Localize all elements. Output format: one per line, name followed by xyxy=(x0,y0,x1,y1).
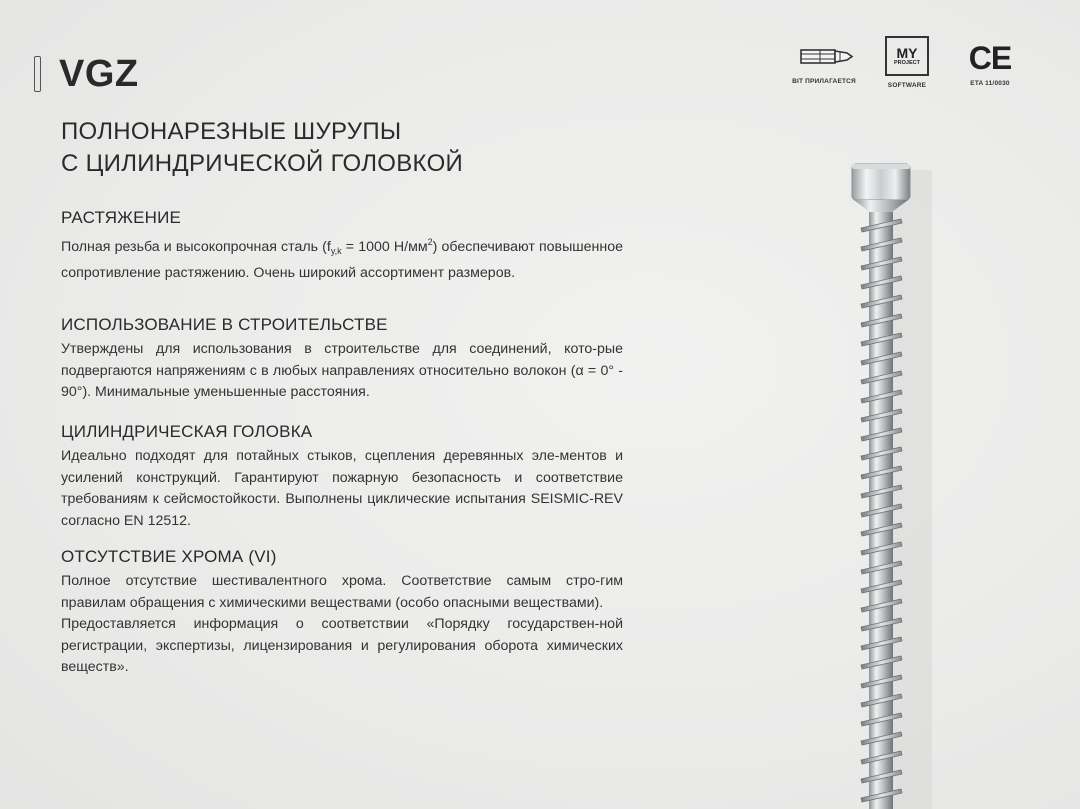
section-title: ЦИЛИНДРИЧЕСКАЯ ГОЛОВКА xyxy=(61,422,313,441)
myproject-logo-line1: MY xyxy=(896,44,918,61)
bit-included-caption: BIT ПРИЛАГАЕТСЯ xyxy=(792,78,856,85)
product-subtitle xyxy=(61,116,463,180)
subtitle-line-1: ПОЛНОНАРЕЗНЫЕ ШУРУПЫ xyxy=(61,118,402,145)
section-title: РАСТЯЖЕНИЕ xyxy=(61,208,182,227)
myproject-logo-line2: PROJECT xyxy=(894,59,920,66)
subtitle-line-2: С ЦИЛИНДРИЧЕСКОЙ ГОЛОВКОЙ xyxy=(61,150,464,177)
section-title: ОТСУТСТВИЕ ХРОМА (VI) xyxy=(61,547,277,566)
section-text xyxy=(61,232,623,284)
section-tension xyxy=(61,207,623,284)
product-code: VGZ xyxy=(59,52,139,95)
section-text-part: = 1000 Н/мм xyxy=(341,239,428,255)
section-title: ИСПОЛЬЗОВАНИЕ В СТРОИТЕЛЬСТВЕ xyxy=(61,315,388,334)
ce-eta-caption: ETA 11/0030 xyxy=(970,80,1010,87)
certification-badges xyxy=(784,40,1034,100)
bit-included-badge xyxy=(784,40,864,85)
section-text-part: Полная резьба и высокопрочная сталь (f xyxy=(61,239,331,255)
myproject-logo xyxy=(885,36,929,76)
unit-superscript: 2 xyxy=(427,237,433,247)
section-construction-use xyxy=(61,314,623,404)
screw-image xyxy=(820,150,960,809)
fyk-subscript: y,k xyxy=(330,246,342,256)
myproject-badge xyxy=(882,40,932,89)
ce-badge xyxy=(960,40,1020,87)
section-chromium-free xyxy=(61,546,623,679)
myproject-caption: SOFTWARE xyxy=(887,82,927,89)
section-cylindrical-head xyxy=(61,421,623,532)
section-text: Утверждены для использования в строительстве для соединений, кото-рые подвергаются напряжениям с в любых направлениях относительно волокон (α = 0° - 90°). Минимальные уменьшенные расстояния. xyxy=(61,341,623,400)
section-text: Идеально подходят для потайных стыков, сцепления деревянных эле-ментов и усилений конструкций. Гарантируют пожарную безопасность и соответствие требованиям к сейсмостойкости. Выполнены циклические испытания SEISMIC-REV согласно EN 12512. xyxy=(61,448,623,529)
section-text-part: ) обеспечивают повышенное сопротивление растяжению. Очень широкий ассортимент размеров. xyxy=(61,239,623,281)
product-header xyxy=(34,52,139,96)
section-paragraph: Полное отсутствие шестивалентного хрома. Соответствие самым стро-гим правилам обращения с химическими веществами (особо опасными веществами). xyxy=(61,573,623,611)
section-text xyxy=(61,571,623,679)
screwdriver-bit-icon xyxy=(792,40,856,72)
section-paragraph: Предоставляется информация о соответствии «Порядку государствен-ной регистрации, экспертизы, лицензирования и регулирования оборота химических веществ». xyxy=(61,616,623,675)
title-accent-bar xyxy=(34,56,41,92)
ce-mark: CE xyxy=(968,40,1012,76)
